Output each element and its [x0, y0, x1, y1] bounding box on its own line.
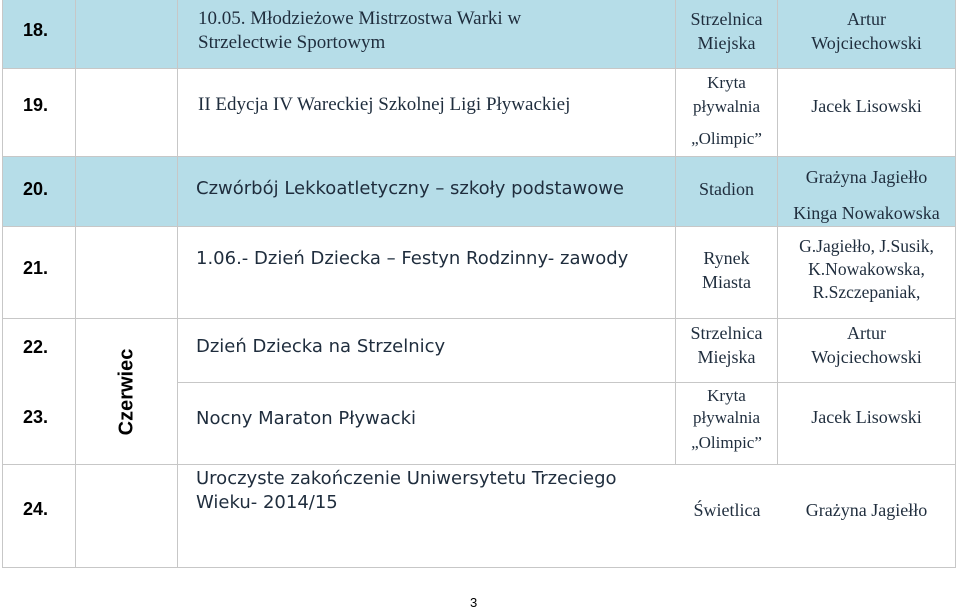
place-cell: [676, 465, 778, 568]
organizer-cell: [778, 383, 956, 465]
row-number: 18.: [23, 20, 49, 40]
place-line: pływalnia: [692, 408, 761, 427]
month-cell: [76, 227, 178, 319]
place-cell: [676, 69, 778, 157]
event-line: Uroczyste zakończenie Uniwersytetu Trzeciego: [196, 468, 617, 489]
row-number-cell: [2, 227, 76, 319]
month-cell: [76, 465, 178, 568]
month-cell: [76, 157, 178, 227]
row-number: 22.: [23, 337, 49, 357]
organizer-line: Jacek Lisowski: [811, 407, 922, 427]
place-line: Miasta: [702, 272, 751, 292]
organizer-line: Wojciechowski: [811, 347, 922, 367]
row-number-cell: [2, 157, 76, 227]
row-number: 20.: [23, 179, 49, 199]
place-line: Rynek: [703, 248, 750, 268]
row-number: 24.: [23, 499, 49, 519]
month-cell: [76, 0, 178, 69]
event-line: 1.06.- Dzień Dziecka – Festyn Rodzinny- zawody: [196, 248, 629, 269]
event-cell: [178, 69, 676, 157]
event-cell: [178, 0, 676, 69]
event-line: Dzień Dziecka na Strzelnicy: [196, 336, 446, 357]
organizer-line: G.Jagiełło, J.Susik,: [799, 236, 934, 256]
row-number: 21.: [23, 258, 49, 278]
month-cell: [76, 319, 178, 465]
organizer-cell: [778, 157, 956, 227]
event-cell: [178, 465, 676, 568]
row-number: 19.: [23, 95, 49, 115]
row-number-cell: [2, 465, 76, 568]
organizer-line: Kinga Nowakowska: [793, 203, 940, 223]
place-line: Kryta: [707, 386, 746, 405]
place-line: pływalnia: [692, 97, 761, 116]
row-number-cell: [2, 319, 76, 383]
table-row: [0, 69, 956, 157]
organizer-line: Artur: [847, 9, 886, 29]
table-row: [0, 227, 956, 319]
event-cell: [178, 319, 676, 383]
place-line: Stadion: [698, 179, 754, 199]
event-line: Nocny Maraton Pływacki: [196, 408, 417, 429]
organizer-cell: [778, 227, 956, 319]
table-row: [0, 157, 956, 227]
row-number: 23.: [23, 407, 49, 427]
place-line: „Olimpic”: [691, 129, 762, 148]
event-line: 10.05. Młodzieżowe Mistrzostwa Warki w: [198, 8, 522, 29]
place-line: Miejska: [697, 347, 756, 367]
event-cell: [178, 227, 676, 319]
event-line: Czwórbój Lekkoatletyczny – szkoły podstawowe: [196, 178, 625, 199]
row-number-cell: [2, 0, 76, 69]
organizer-line: Grażyna Jagiełło: [805, 500, 928, 520]
place-line: Strzelnica: [690, 9, 763, 29]
place-line: „Olimpic”: [691, 433, 762, 452]
page-number: 3: [470, 595, 478, 610]
row-number-cell: [2, 69, 76, 157]
place-line: Miejska: [697, 33, 756, 53]
place-cell: [676, 383, 778, 465]
organizer-line: Grażyna Jagiełło: [805, 167, 928, 187]
place-line: Świetlica: [693, 500, 761, 520]
row-number-cell: [2, 383, 76, 465]
place-cell: [676, 157, 778, 227]
organizer-cell: [778, 465, 956, 568]
organizer-line: Jacek Lisowski: [811, 96, 922, 116]
organizer-cell: [778, 0, 956, 69]
place-cell: [676, 319, 778, 383]
event-cell: [178, 383, 676, 465]
organizer-line: K.Nowakowska,: [808, 259, 925, 279]
table-row: [0, 0, 956, 69]
organizer-cell: [778, 319, 956, 383]
place-cell: [676, 227, 778, 319]
month-cell: [76, 69, 178, 157]
event-cell: [178, 157, 676, 227]
table-row: [0, 465, 956, 568]
organizer-line: Artur: [847, 323, 886, 343]
organizer-line: Wojciechowski: [811, 33, 922, 53]
place-cell: [676, 0, 778, 69]
organizer-cell: [778, 69, 956, 157]
place-line: Kryta: [707, 73, 746, 92]
organizer-line: R.Szczepaniak,: [812, 282, 921, 302]
event-line: II Edycja IV Wareckiej Szkolnej Ligi Pływackiej: [198, 94, 571, 115]
event-line: Wieku- 2014/15: [196, 492, 338, 513]
place-line: Strzelnica: [690, 323, 763, 343]
month-label: Czerwiec: [115, 348, 138, 435]
event-line: Strzelectwie Sportowym: [198, 32, 386, 53]
